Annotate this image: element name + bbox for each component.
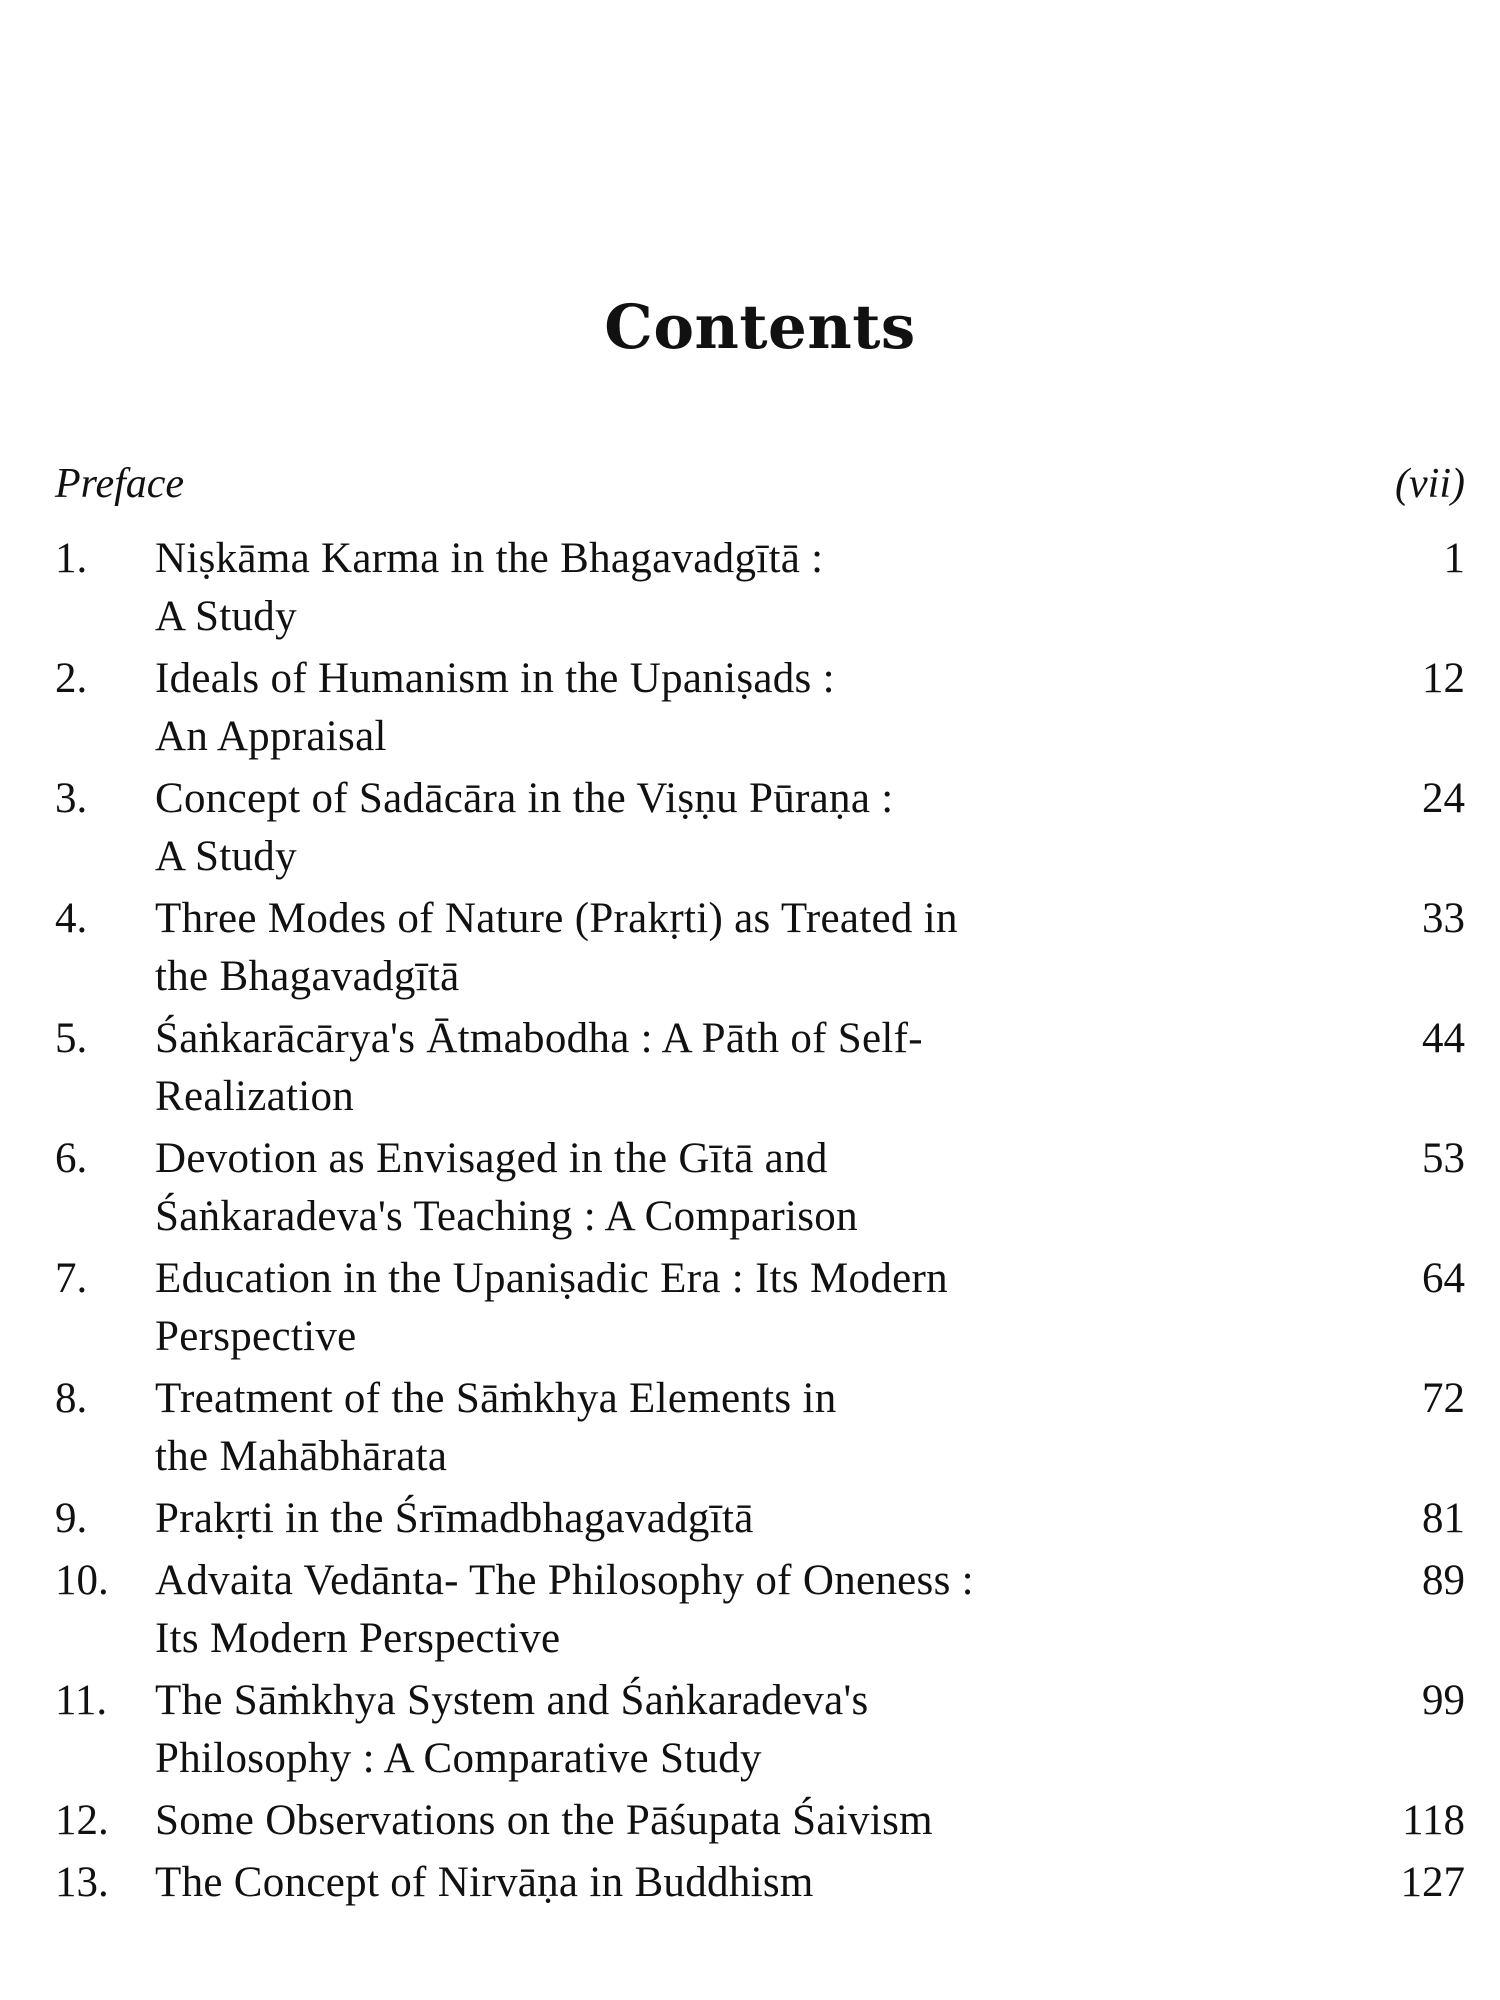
entry-title — [155, 530, 1295, 646]
entry-title-line-1: Advaita Vedānta- The Philosophy of Oneness : — [155, 1557, 974, 1604]
entry-page-number: 1 — [1443, 535, 1465, 582]
entry-number: 4. — [55, 895, 88, 942]
entry-number: 3. — [55, 775, 88, 822]
entry-title — [155, 890, 1295, 1006]
entry-page-number: 72 — [1422, 1375, 1465, 1422]
table-of-contents — [55, 530, 1465, 1916]
entry-page-number: 12 — [1422, 655, 1465, 702]
toc-entry-1 — [55, 530, 1465, 646]
entry-number: 12. — [55, 1797, 109, 1844]
entry-title-line-2: Śaṅkaradeva's Teaching : A Comparison — [155, 1193, 858, 1240]
entry-title-line-1: Devotion as Envisaged in the Gītā and — [155, 1135, 828, 1182]
entry-title-line-1: Ideals of Humanism in the Upaniṣads : — [155, 655, 835, 702]
preface-label: Preface — [55, 461, 185, 507]
toc-entry-7 — [55, 1250, 1465, 1366]
entry-number: 1. — [55, 535, 88, 582]
toc-entry-10 — [55, 1552, 1465, 1668]
entry-title-line-1: Prakṛti in the Śrīmadbhagavadgītā — [155, 1495, 754, 1542]
entry-title — [155, 1490, 1295, 1548]
page-title: Contents — [604, 292, 916, 363]
entry-title — [155, 770, 1295, 886]
entry-title-line-2: Perspective — [155, 1313, 357, 1360]
toc-entry-3 — [55, 770, 1465, 886]
toc-entry-12 — [55, 1792, 1465, 1850]
entry-page-number: 89 — [1422, 1557, 1465, 1604]
entry-title-line-1: Some Observations on the Pāśupata Śaivism — [155, 1797, 933, 1844]
entry-number: 13. — [55, 1859, 109, 1906]
entry-title — [155, 1010, 1295, 1126]
entry-number: 8. — [55, 1375, 88, 1422]
entry-page-number: 44 — [1422, 1015, 1465, 1062]
entry-title — [155, 1250, 1295, 1366]
entry-page-number: 118 — [1402, 1797, 1465, 1844]
entry-number: 2. — [55, 655, 88, 702]
entry-number: 9. — [55, 1495, 88, 1542]
entry-title-line-2: An Appraisal — [155, 713, 387, 760]
entry-title-line-1: Education in the Upaniṣadic Era : Its Modern — [155, 1255, 948, 1302]
entry-title-line-1: The Concept of Nirvāṇa in Buddhism — [155, 1859, 814, 1906]
entry-title — [155, 1130, 1295, 1246]
entry-page-number: 81 — [1422, 1495, 1465, 1542]
toc-entry-preface — [55, 460, 1465, 530]
entry-title — [155, 1672, 1295, 1788]
entry-title-line-1: The Sāṁkhya System and Śaṅkaradeva's — [155, 1677, 869, 1724]
entry-title — [155, 1792, 1295, 1850]
toc-entry-5 — [55, 1010, 1465, 1126]
entry-title-line-2: the Mahābhārata — [155, 1433, 448, 1480]
toc-entry-4 — [55, 890, 1465, 1006]
entry-title — [155, 1854, 1295, 1912]
entry-title-line-2: A Study — [155, 833, 297, 880]
toc-entry-6 — [55, 1130, 1465, 1246]
entry-title-line-1: Concept of Sadācāra in the Viṣṇu Pūraṇa : — [155, 775, 894, 822]
toc-entry-8 — [55, 1370, 1465, 1486]
entry-title-line-1: Treatment of the Sāṁkhya Elements in — [155, 1375, 837, 1422]
entry-page-number: 24 — [1422, 775, 1465, 822]
entry-number: 5. — [55, 1015, 88, 1062]
entry-title-line-1: Śaṅkarācārya's Ātmabodha : A Pāth of Self- — [155, 1015, 923, 1062]
entry-title-line-2: the Bhagavadgītā — [155, 953, 460, 1000]
entry-title — [155, 1370, 1295, 1486]
entry-page-number: 53 — [1422, 1135, 1465, 1182]
entry-page-number: 127 — [1400, 1859, 1465, 1906]
entry-title-line-1: Niṣkāma Karma in the Bhagavadgītā : — [155, 535, 824, 582]
entry-title-line-2: Realization — [155, 1073, 355, 1120]
entry-page-number: 33 — [1422, 895, 1465, 942]
toc-entry-2 — [55, 650, 1465, 766]
entry-number: 11. — [55, 1677, 108, 1724]
entry-title-line-2: Philosophy : A Comparative Study — [155, 1735, 762, 1782]
entry-title — [155, 1552, 1295, 1668]
entry-number: 7. — [55, 1255, 88, 1302]
entry-title-line-2: A Study — [155, 593, 297, 640]
entry-number: 10. — [55, 1557, 109, 1604]
preface-page-number: (vii) — [1395, 461, 1465, 507]
entry-number: 6. — [55, 1135, 88, 1182]
entry-title — [155, 650, 1295, 766]
toc-entry-11 — [55, 1672, 1465, 1788]
entry-page-number: 64 — [1422, 1255, 1465, 1302]
entry-page-number: 99 — [1422, 1677, 1465, 1724]
entry-title-line-1: Three Modes of Nature (Prakṛti) as Treated in — [155, 895, 958, 942]
entry-title-line-2: Its Modern Perspective — [155, 1615, 561, 1662]
toc-entry-13 — [55, 1854, 1465, 1912]
toc-entry-9 — [55, 1490, 1465, 1548]
